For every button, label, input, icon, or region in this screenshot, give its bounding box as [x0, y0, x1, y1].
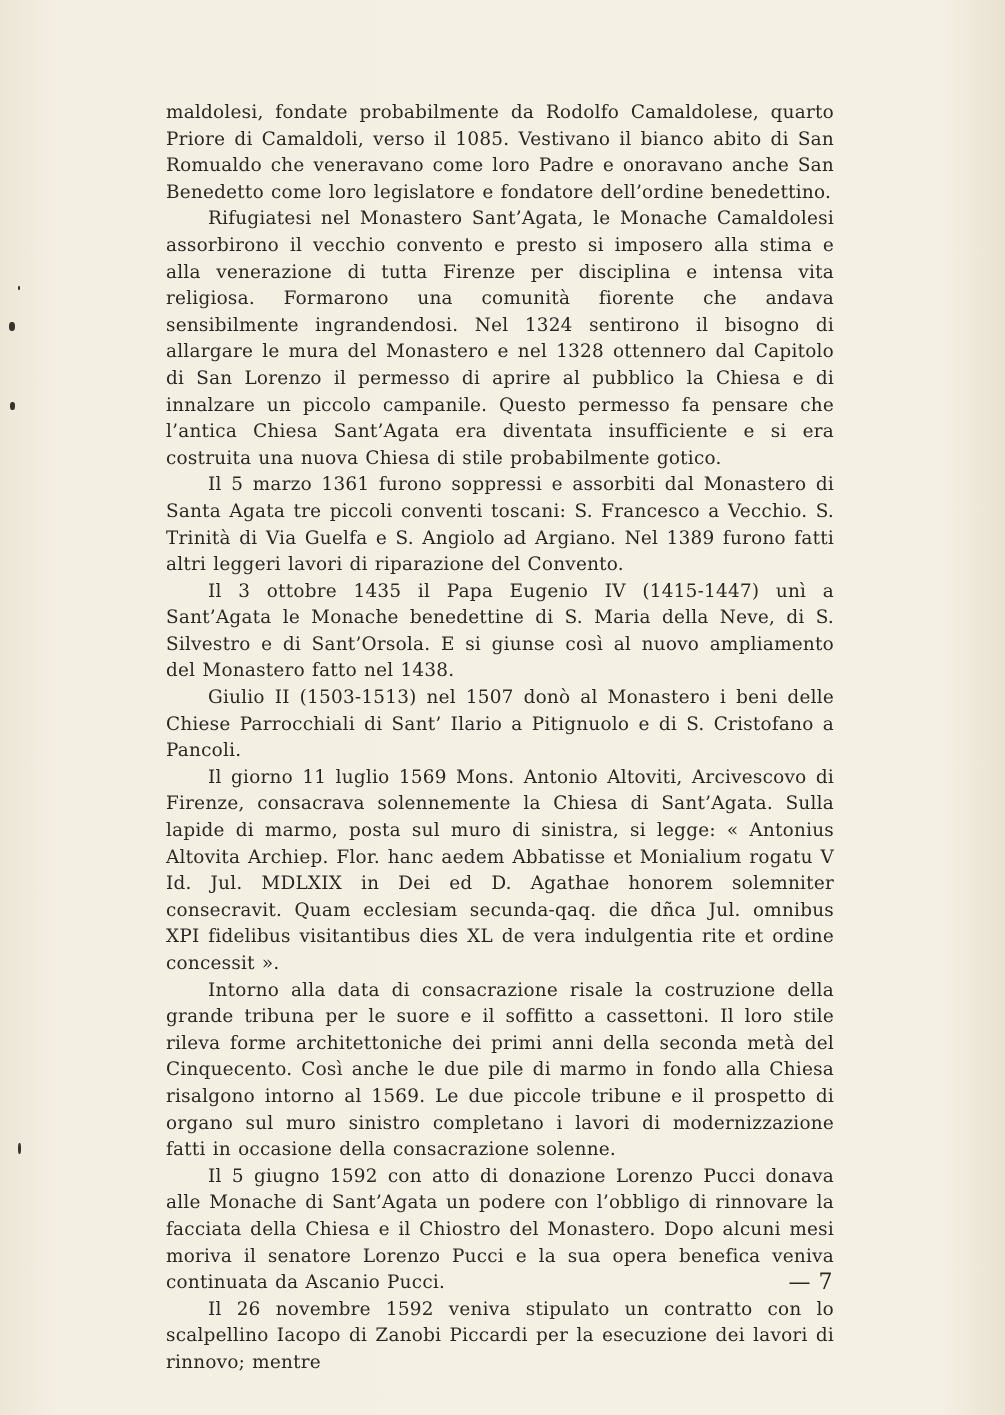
margin-ink-mark: [18, 1143, 21, 1154]
paragraph: Il 5 giugno 1592 con atto di donazione Lorenzo Pucci donava alle Monache di Sant’Agata un podere con l’obbligo di rinnovare la facciata della Chiesa e il Chiostro del Monastero. Dopo alcuni mesi moriva il senatore Lorenzo Pucci e la sua opera benefica veniva continuata da Ascanio Pucci.: [166, 1165, 834, 1294]
paragraph: Il 3 ottobre 1435 il Papa Eugenio IV (1415-1447) unì a Sant’Agata le Monache benedettine di S. Maria della Neve, di S. Silvestro e di Sant’Orsola. E si giunse così al nuovo ampliamento del Monastero fatto nel 1438.: [166, 580, 834, 682]
page-number: — 7: [788, 1270, 833, 1295]
paragraph: Il 26 novembre 1592 veniva stipulato un contratto con lo scalpellino Iacopo di Zanobi Piccardi per la esecuzione dei lavori di rinnovo; mentre: [166, 1298, 834, 1373]
paragraph: Rifugiatesi nel Monastero Sant’Agata, le Monache Camaldolesi assorbirono il vecchio convento e presto si imposero alla stima e alla venerazione di tutta Firenze per disciplina e intensa vita religiosa. Formarono una comunità fiorente che andava sensibilmente ingrandendosi. Nel 1324 sentirono il bisogno di allargare le mura del Monastero e nel 1328 ottennero dal Capitolo di San Lorenzo il permesso di aprire al pubblico la Chiesa e di innalzare un piccolo campanile. Questo permesso fa pensare che l’antica Chiesa Sant’Agata era diventata insufficiente e si era costruita una nuova Chiesa di stile probabilmente gotico.: [166, 208, 834, 469]
margin-ink-mark: [10, 402, 15, 410]
margin-ink-mark: [18, 286, 20, 290]
paragraph: Giulio II (1503-1513) nel 1507 donò al Monastero i beni delle Chiese Parrocchiali di Sant’ Ilario a Pitignuolo e di S. Cristofano a Pancoli.: [166, 687, 834, 762]
margin-ink-mark: [9, 322, 15, 331]
paragraph: Il 5 marzo 1361 furono soppressi e assorbiti dal Monastero di Santa Agata tre piccoli conventi toscani: S. Francesco a Vecchio. S. Trinità di Via Guelfa e S. Angiolo ad Argiano. Nel 1389 furono fatti altri leggeri lavori di riparazione del Convento.: [166, 474, 834, 576]
body-text: [166, 100, 834, 1377]
paragraph: Intorno alla data di consacrazione risale la costruzione della grande tribuna per le suore e il soffitto a cassettoni. Il loro stile rileva forme architettoniche dei primi anni della seconda metà del Cinquecento. Così anche le due pile di marmo in fondo alla Chiesa risalgono intorno al 1569. Le due piccole tribune e il prospetto di organo sul muro sinistro completano i lavori di modernizzazione fatti in occasione della consacrazione solenne.: [166, 979, 834, 1161]
paragraph: Il giorno 11 luglio 1569 Mons. Antonio Altoviti, Arcivescovo di Firenze, consacrava solennemente la Chiesa di Sant’Agata. Sulla lapide di marmo, posta sul muro di sinistra, si legge: « Antonius Altovita Archiep. Flor. hanc aedem Abbatisse et Monialium rogatu V Id. Jul. MDLXIX in Dei ed D. Agathae honorem solemniter consecravit. Quam ecclesiam secunda-qaq. die dñca Jul. omnibus XPI fidelibus visitantibus dies XL de vera indulgentia rite et ordine concessit ».: [166, 766, 834, 974]
paragraph: maldolesi, fondate probabilmente da Rodolfo Camaldolese, quarto Priore di Camaldoli, verso il 1085. Vestivano il bianco abito di San Romualdo che veneravano come loro Padre e onoravano anche San Benedetto come loro legislatore e fondatore dell’ordine benedettino.: [166, 102, 834, 203]
